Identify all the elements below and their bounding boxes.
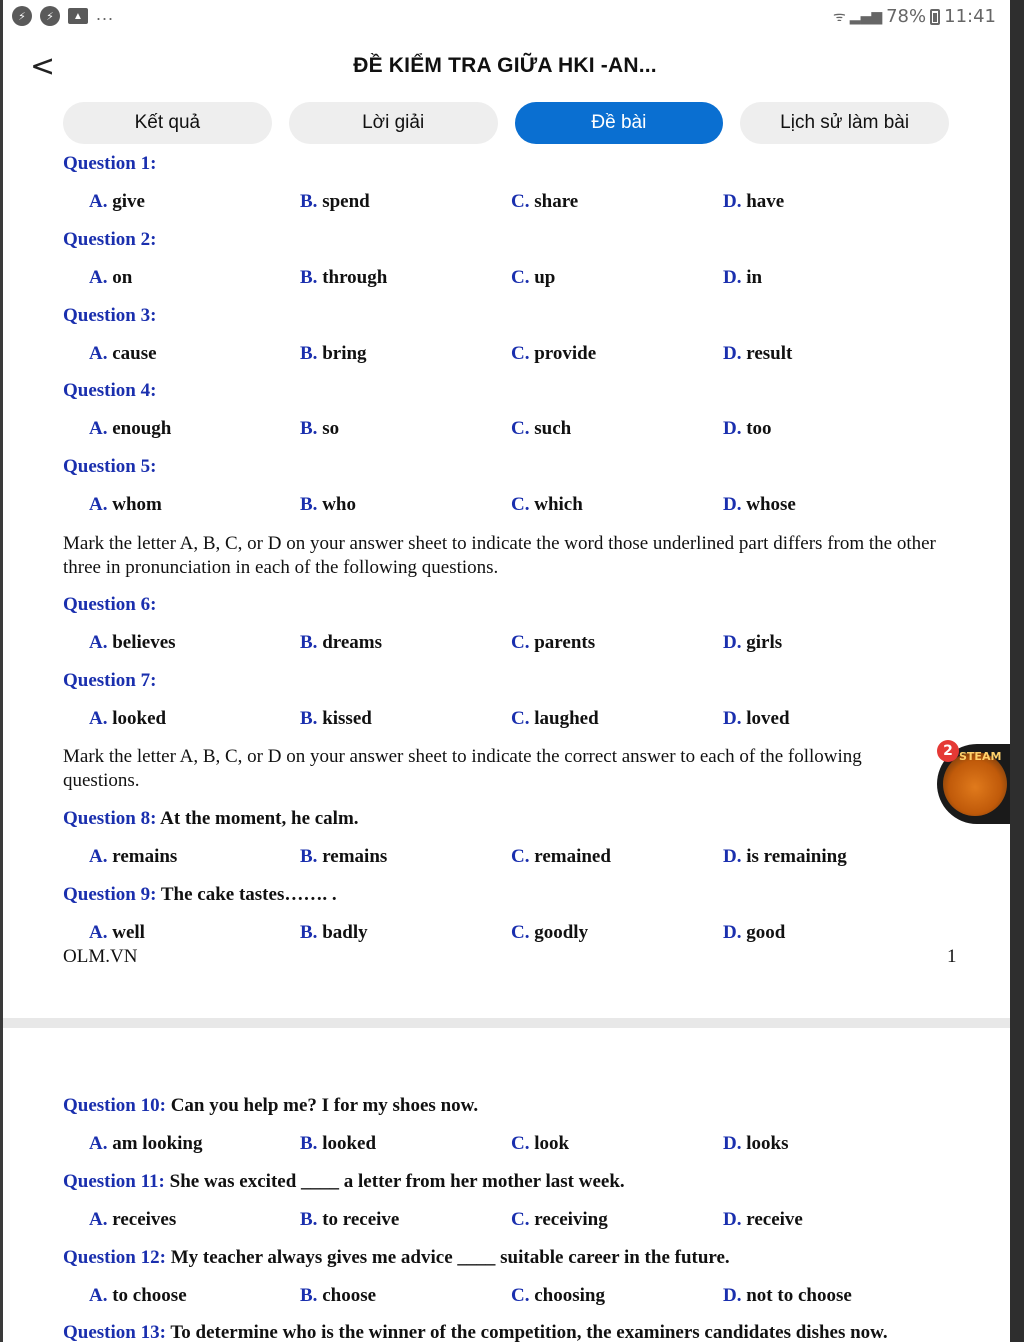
options-q3 — [89, 343, 949, 367]
option-d[interactable]: D. girls — [723, 632, 783, 653]
messenger-icon: ⚡ — [40, 6, 60, 26]
option-b[interactable]: B. bring — [300, 343, 367, 364]
option-a[interactable]: A. whom — [89, 494, 162, 515]
option-a[interactable]: A. enough — [89, 418, 172, 439]
option-c[interactable]: C. receiving — [511, 1209, 608, 1230]
option-d[interactable]: D. looks — [723, 1133, 789, 1154]
option-c[interactable]: C. choosing — [511, 1285, 605, 1306]
question-10: Question 10: Can you help me? I for my shoes now. — [63, 1095, 479, 1116]
question-6: Question 6: — [63, 594, 157, 615]
options-q7 — [89, 708, 949, 732]
tab-bar — [63, 102, 949, 144]
option-c[interactable]: C. remained — [511, 846, 611, 867]
option-b[interactable]: B. kissed — [300, 708, 372, 729]
tab-lich-su-lam-bai[interactable]: Lịch sử làm bài — [740, 102, 949, 144]
status-left — [12, 3, 115, 26]
option-a[interactable]: A. well — [89, 922, 145, 943]
option-b[interactable]: B. badly — [300, 922, 368, 943]
options-q9 — [89, 922, 949, 946]
status-bar — [0, 0, 1010, 34]
option-c[interactable]: C. provide — [511, 343, 597, 364]
question-12: Question 12: My teacher always gives me advice ____ suitable career in the future. — [63, 1247, 730, 1268]
instruction-pronunciation: Mark the letter A, B, C, or D on your answer sheet to indicate the word those underlined part differs from the other three in pronunciation in each of the following questions. — [63, 533, 936, 578]
question-3: Question 3: — [63, 305, 157, 326]
option-b[interactable]: B. through — [300, 267, 388, 288]
back-chevron-icon[interactable]: < — [30, 49, 56, 84]
tab-loi-giai[interactable]: Lời giải — [289, 102, 498, 144]
option-a[interactable]: A. looked — [89, 708, 167, 729]
battery-icon — [930, 9, 940, 25]
option-d[interactable]: D. whose — [723, 494, 796, 515]
option-b[interactable]: B. to receive — [300, 1209, 400, 1230]
options-q5 — [89, 494, 949, 518]
option-d[interactable]: D. is remaining — [723, 846, 847, 867]
options-q6 — [89, 632, 949, 656]
question-11: Question 11: She was excited ____ a letter from her mother last week. — [63, 1171, 625, 1192]
option-d[interactable]: D. receive — [723, 1209, 803, 1230]
notification-count-badge: 2 — [937, 740, 959, 762]
options-q12 — [89, 1285, 949, 1309]
tab-ket-qua[interactable]: Kết quả — [63, 102, 272, 144]
option-b[interactable]: B. dreams — [300, 632, 382, 653]
option-b[interactable]: B. who — [300, 494, 356, 515]
option-a[interactable]: A. on — [89, 267, 133, 288]
options-q1 — [89, 191, 949, 215]
option-a[interactable]: A. believes — [89, 632, 176, 653]
option-c[interactable]: C. laughed — [511, 708, 599, 729]
option-c[interactable]: C. such — [511, 418, 572, 439]
option-d[interactable]: D. result — [723, 343, 793, 364]
page-title: ĐỀ KIỂM TRA GIỮA HKI -AN... — [353, 54, 657, 77]
options-q11 — [89, 1209, 949, 1233]
option-c[interactable]: C. share — [511, 191, 579, 212]
option-d[interactable]: D. in — [723, 267, 763, 288]
question-9: Question 9: The cake tastes……. . — [63, 884, 337, 905]
option-b[interactable]: B. looked — [300, 1133, 377, 1154]
option-b[interactable]: B. so — [300, 418, 340, 439]
image-icon: ▲ — [68, 8, 88, 24]
option-b[interactable]: B. spend — [300, 191, 370, 212]
footer-page-number: 1 — [947, 946, 957, 967]
option-d[interactable]: D. loved — [723, 708, 790, 729]
option-a[interactable]: A. remains — [89, 846, 178, 867]
instruction-correct-answer: Mark the letter A, B, C, or D on your answer sheet to indicate the correct answer to each of the following questions. — [63, 746, 862, 791]
option-a[interactable]: A. cause — [89, 343, 157, 364]
app-header — [0, 44, 1010, 92]
footer-site: OLM.VN — [63, 946, 138, 967]
question-5: Question 5: — [63, 456, 157, 477]
option-a[interactable]: A. am looking — [89, 1133, 203, 1154]
status-right — [833, 6, 996, 27]
options-q8 — [89, 846, 949, 870]
option-c[interactable]: C. goodly — [511, 922, 589, 943]
option-a[interactable]: A. to choose — [89, 1285, 187, 1306]
option-d[interactable]: D. have — [723, 191, 785, 212]
question-2: Question 2: — [63, 229, 157, 250]
battery-percent: 78% — [886, 6, 927, 27]
option-a[interactable]: A. give — [89, 191, 145, 212]
option-d[interactable]: D. good — [723, 922, 786, 943]
more-notifications: ... — [96, 3, 115, 24]
messenger-icon: ⚡ — [12, 6, 32, 26]
signal-icon: ▂▄▆ — [849, 8, 883, 25]
option-d[interactable]: D. not to choose — [723, 1285, 852, 1306]
option-c[interactable]: C. which — [511, 494, 583, 515]
question-4: Question 4: — [63, 380, 157, 401]
question-8: Question 8: At the moment, he calm. — [63, 808, 359, 829]
options-q2 — [89, 267, 949, 291]
fab-logo-text: STEAM — [959, 750, 1002, 763]
option-c[interactable]: C. parents — [511, 632, 596, 653]
tab-de-bai[interactable]: Đề bài — [515, 102, 724, 144]
wifi-icon: ᯤ — [833, 9, 846, 25]
question-1: Question 1: — [63, 153, 157, 174]
question-7: Question 7: — [63, 670, 157, 691]
option-b[interactable]: B. choose — [300, 1285, 377, 1306]
options-q10 — [89, 1133, 949, 1157]
option-c[interactable]: C. up — [511, 267, 556, 288]
clock: 11:41 — [944, 6, 996, 27]
left-frame-edge — [0, 0, 3, 1342]
option-a[interactable]: A. receives — [89, 1209, 177, 1230]
page-separator — [3, 1018, 1010, 1028]
option-c[interactable]: C. look — [511, 1133, 570, 1154]
option-d[interactable]: D. too — [723, 418, 772, 439]
right-frame-edge — [1010, 0, 1024, 1342]
option-b[interactable]: B. remains — [300, 846, 388, 867]
question-13: Question 13: To determine who is the winner of the competition, the examiners candidates dishes now. — [63, 1322, 888, 1343]
options-q4 — [89, 418, 949, 442]
